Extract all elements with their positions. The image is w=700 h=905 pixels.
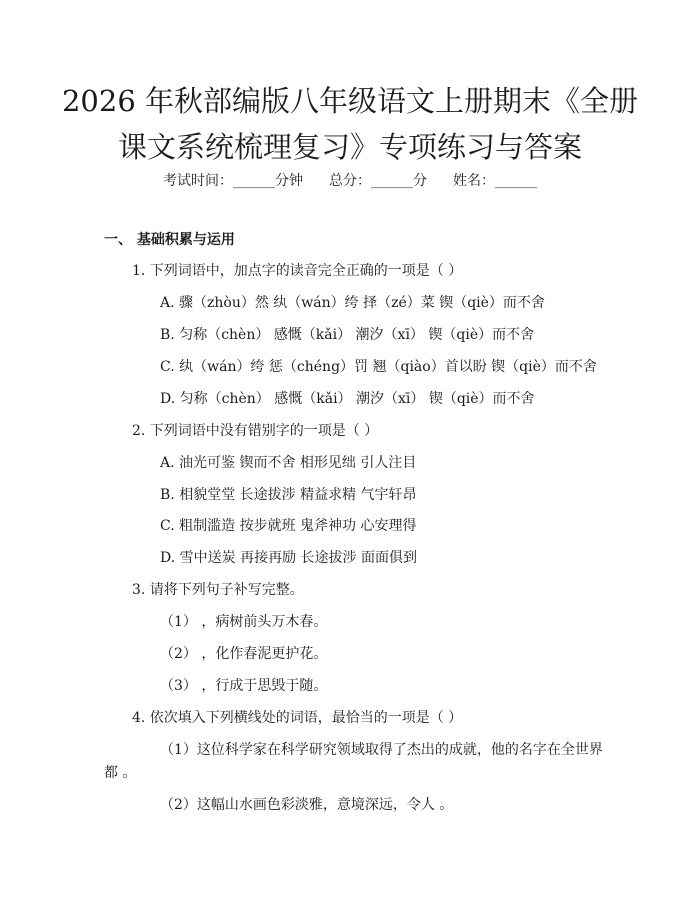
q4-paragraph-1-continued: 都 。: [104, 765, 137, 781]
q4-paragraph-2: （2）这幅山水画色彩淡雅，意境深远，令人 。: [160, 797, 454, 813]
exam-info: [0, 170, 700, 190]
q1-option-c: C. 纨（wán）绔 惩（chéng）罚 翘（qiào）首以盼 锲（qiè）而不舍: [160, 359, 597, 375]
q3-item-3: （3） ，行成于思毁于随。: [160, 678, 328, 694]
question-1: 1. 下列词语中，加点字的读音完全正确的一项是（ ）: [132, 263, 463, 279]
q2-option-d: D. 雪中送炭 再接再励 长途拔涉 面面俱到: [160, 550, 417, 566]
page-title: [60, 78, 640, 170]
q1-option-d: D. 匀称（chèn） 感慨（kǎi） 潮汐（xī） 锲（qiè）而不舍: [160, 391, 535, 407]
title-line-1: 2026 年秋部编版八年级语文上册期末《全册: [61, 84, 639, 118]
q1-option-b: B. 匀称（chèn） 感慨（kǎi） 潮汐（xī） 锲（qiè）而不舍: [160, 327, 535, 343]
q3-item-1: （1） ，病树前头万木春。: [160, 614, 328, 630]
q2-option-c: C. 粗制滥造 按步就班 鬼斧神功 心安理得: [160, 518, 417, 534]
exam-name: 姓名：______: [453, 173, 537, 189]
exam-time: 考试时间：______分钟: [163, 173, 303, 189]
question-2: 2. 下列词语中没有错别字的一项是（ ）: [132, 423, 379, 439]
question-4: 4. 依次填入下列横线处的词语，最恰当的一项是（ ）: [132, 710, 463, 726]
q2-option-a: A. 油光可鉴 锲而不舍 相形见绌 引人注目: [160, 455, 417, 471]
question-3: 3. 请将下列句子补写完整。: [132, 582, 304, 598]
q4-paragraph-1: （1）这位科学家在科学研究领域取得了杰出的成就，他的名字在全世界: [160, 742, 603, 758]
section-heading: 一、 基础积累与运用: [104, 232, 235, 248]
q3-item-2: （2） ，化作春泥更护花。: [160, 646, 328, 662]
q2-option-b: B. 相貌堂堂 长途拔涉 精益求精 气宇轩昂: [160, 487, 417, 503]
title-line-2: 课文系统梳理复习》专项练习与答案: [117, 130, 582, 164]
q1-option-a: A. 骤（zhòu）然 纨（wán）绔 择（zé）菜 锲（qiè）而不舍: [160, 295, 545, 311]
exam-score: 总分：______分: [329, 173, 427, 189]
